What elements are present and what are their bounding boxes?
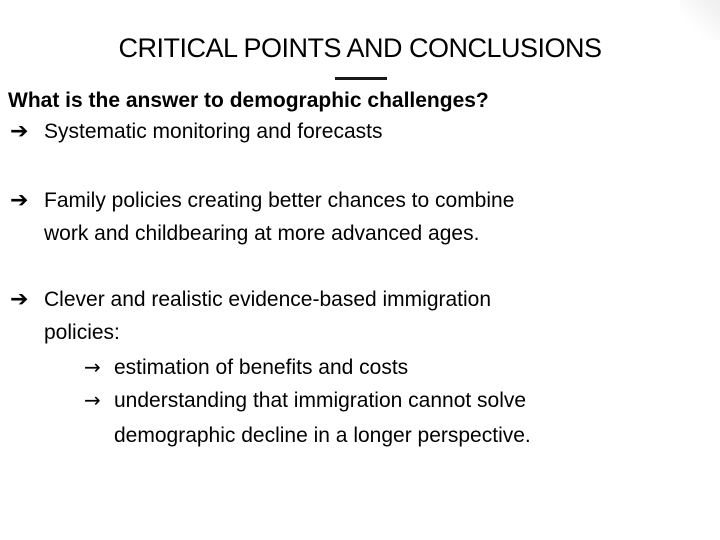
bullet-3-continuation: policies:: [44, 321, 120, 344]
bullet-3-text: Clever and realistic evidence-based immigration: [44, 288, 492, 311]
sub-bullet-2-text: understanding that immigration cannot solve: [114, 389, 527, 412]
right-arrow-icon: →: [84, 355, 101, 379]
bullet-1-text: Systematic monitoring and forecasts: [44, 120, 383, 143]
bullet-2-continuation: work and childbearing at more advanced ages.: [44, 222, 480, 245]
question-heading: What is the answer to demographic challenges?: [8, 89, 489, 112]
bullet-2-text: Family policies creating better chances to combine: [44, 189, 515, 212]
bold-right-arrow-icon: ➔: [10, 119, 29, 144]
bold-right-arrow-icon: ➔: [10, 287, 29, 312]
bold-right-arrow-icon: ➔: [10, 188, 29, 213]
bullet-1: [10, 117, 382, 147]
page-title: CRITICAL POINTS AND CONCLUSIONS: [118, 33, 602, 63]
right-arrow-icon: →: [84, 388, 101, 412]
sub-bullet-2: [84, 385, 526, 416]
title-underline: [335, 77, 387, 80]
sub-bullet-2-continuation: demographic decline in a longer perspective.: [114, 424, 531, 447]
bullet-3: [10, 285, 491, 315]
sub-bullet-1: [84, 352, 408, 383]
sub-bullet-1-text: estimation of benefits and costs: [114, 356, 409, 379]
bullet-2: [10, 186, 514, 216]
